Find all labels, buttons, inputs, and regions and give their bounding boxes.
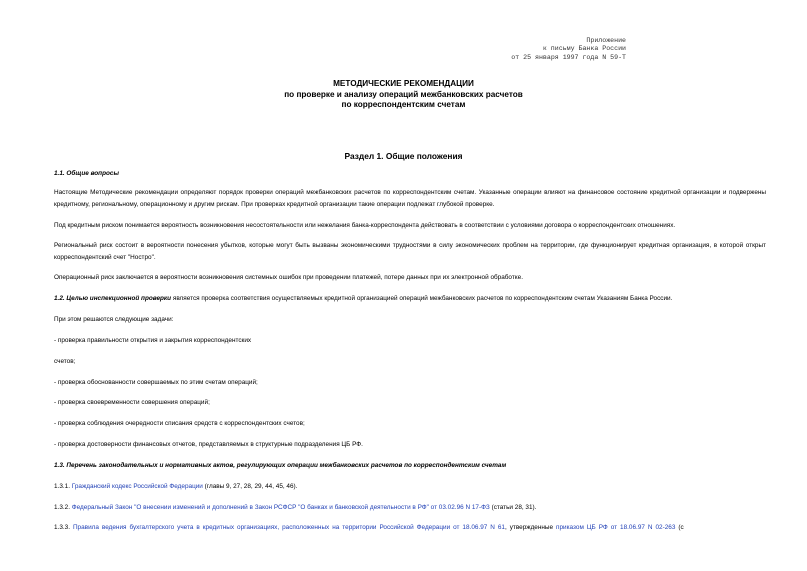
list-item: - проверка правильности открытия и закрытия корреспондентских [54, 337, 252, 344]
subsection-heading: 1.3. Перечень законодательных и нормативных актов, регулирующих операции межбанковских расчетов по корреспондентским счетам [54, 462, 507, 469]
law-link[interactable]: Правила ведения бухгалтерского учета в кредитных организациях, расположенных на территории Российской Федерации от 18.06.97 N 61 [72, 524, 505, 531]
list-item: - проверка обоснованности совершаемых по этим счетам операций; [54, 379, 258, 386]
order-link[interactable]: приказом ЦБ РФ от 18.06.97 N 02-263 [556, 524, 676, 531]
list-item: счетов; [54, 358, 76, 365]
paragraph: Региональный риск состоит в вероятности понесения убытков, которые могут быть вызваны экономическими трудностями в силу экономических проблем на территории, где функционирует кредитная организация, в которой открыт корреспондентский счет "Ностро". [54, 242, 766, 262]
item-number: 1.3.1. [54, 483, 72, 490]
paragraph: Под кредитным риском понимается вероятность возникновения несостоятельности или нежелания банка-корреспондента действовать в соответствии с условиями договора о корреспондентских отношениях. [54, 222, 676, 229]
paragraph-text: является проверка соответствия осуществляемых кредитной организацией операций межбанковских расчетов по корреспондентским счетам Указаниям Банка России. [171, 295, 673, 302]
paragraph: Операционный риск заключается в вероятности возникновения системных ошибок при проведении платежей, потере данных при их электронной обработке. [54, 274, 523, 281]
section-title: Раздел 1. Общие положения [344, 151, 463, 161]
paragraph [54, 293, 766, 305]
document-title [0, 79, 807, 111]
list-item [54, 502, 766, 514]
paragraph: Настоящие Методические рекомендации определяют порядок проверки операций межбанковских расчетов по корреспондентским счетам. Указанные операции влияют на финансовое состояние кредитной организации и подвержены кредитному, региональному, операционному и другим рискам. При проверках кредитной организации такие операции подлежат глубокой проверке. [54, 189, 766, 209]
item-text: (главы 9, 27, 28, 29, 44, 45, 46). [202, 483, 298, 490]
subsection-heading: 1.1. Общие вопросы [54, 170, 119, 177]
law-link[interactable]: Федеральный Закон "О внесении изменений и дополнений в Закон РСФСР "О банках и банковской деятельности в РФ" от 03.02.96 N 17-ФЗ [71, 504, 490, 511]
list-item [54, 481, 766, 493]
list-item: - проверка достоверности финансовых отчетов, представляемых в структурные подразделения ЦБ РФ. [54, 441, 363, 448]
paragraph: При этом решаются следующие задачи: [54, 316, 174, 323]
title-line: по проверке и анализу операций межбанковских расчетов [284, 89, 523, 99]
item-number: 1.3.2. [54, 504, 72, 511]
attachment-line: Приложение [586, 37, 626, 44]
item-text: , утвержденные [504, 524, 557, 531]
attachment-line: к письму Банка России [542, 45, 626, 53]
law-link[interactable]: Гражданский кодекс Российской Федерации [71, 483, 203, 490]
attachment-note [511, 37, 626, 62]
list-item [54, 522, 766, 534]
item-text: (статьи 28, 31). [489, 504, 537, 511]
list-item: - проверка соблюдения очередности списания средств с корреспондентских счетов; [54, 420, 305, 427]
list-item: - проверка своевременности совершения операций; [54, 399, 210, 406]
item-number: 1.3.3. [54, 524, 73, 531]
paragraph-lead: 1.2. Целью инспекционной проверки [54, 295, 172, 302]
attachment-line: от 25 января 1997 года N 59-Т [511, 53, 626, 61]
title-line: по корреспондентским счетам [341, 100, 466, 110]
item-text: (с [675, 524, 684, 531]
title-line: МЕТОДИЧЕСКИЕ РЕКОМЕНДАЦИИ [333, 79, 474, 88]
